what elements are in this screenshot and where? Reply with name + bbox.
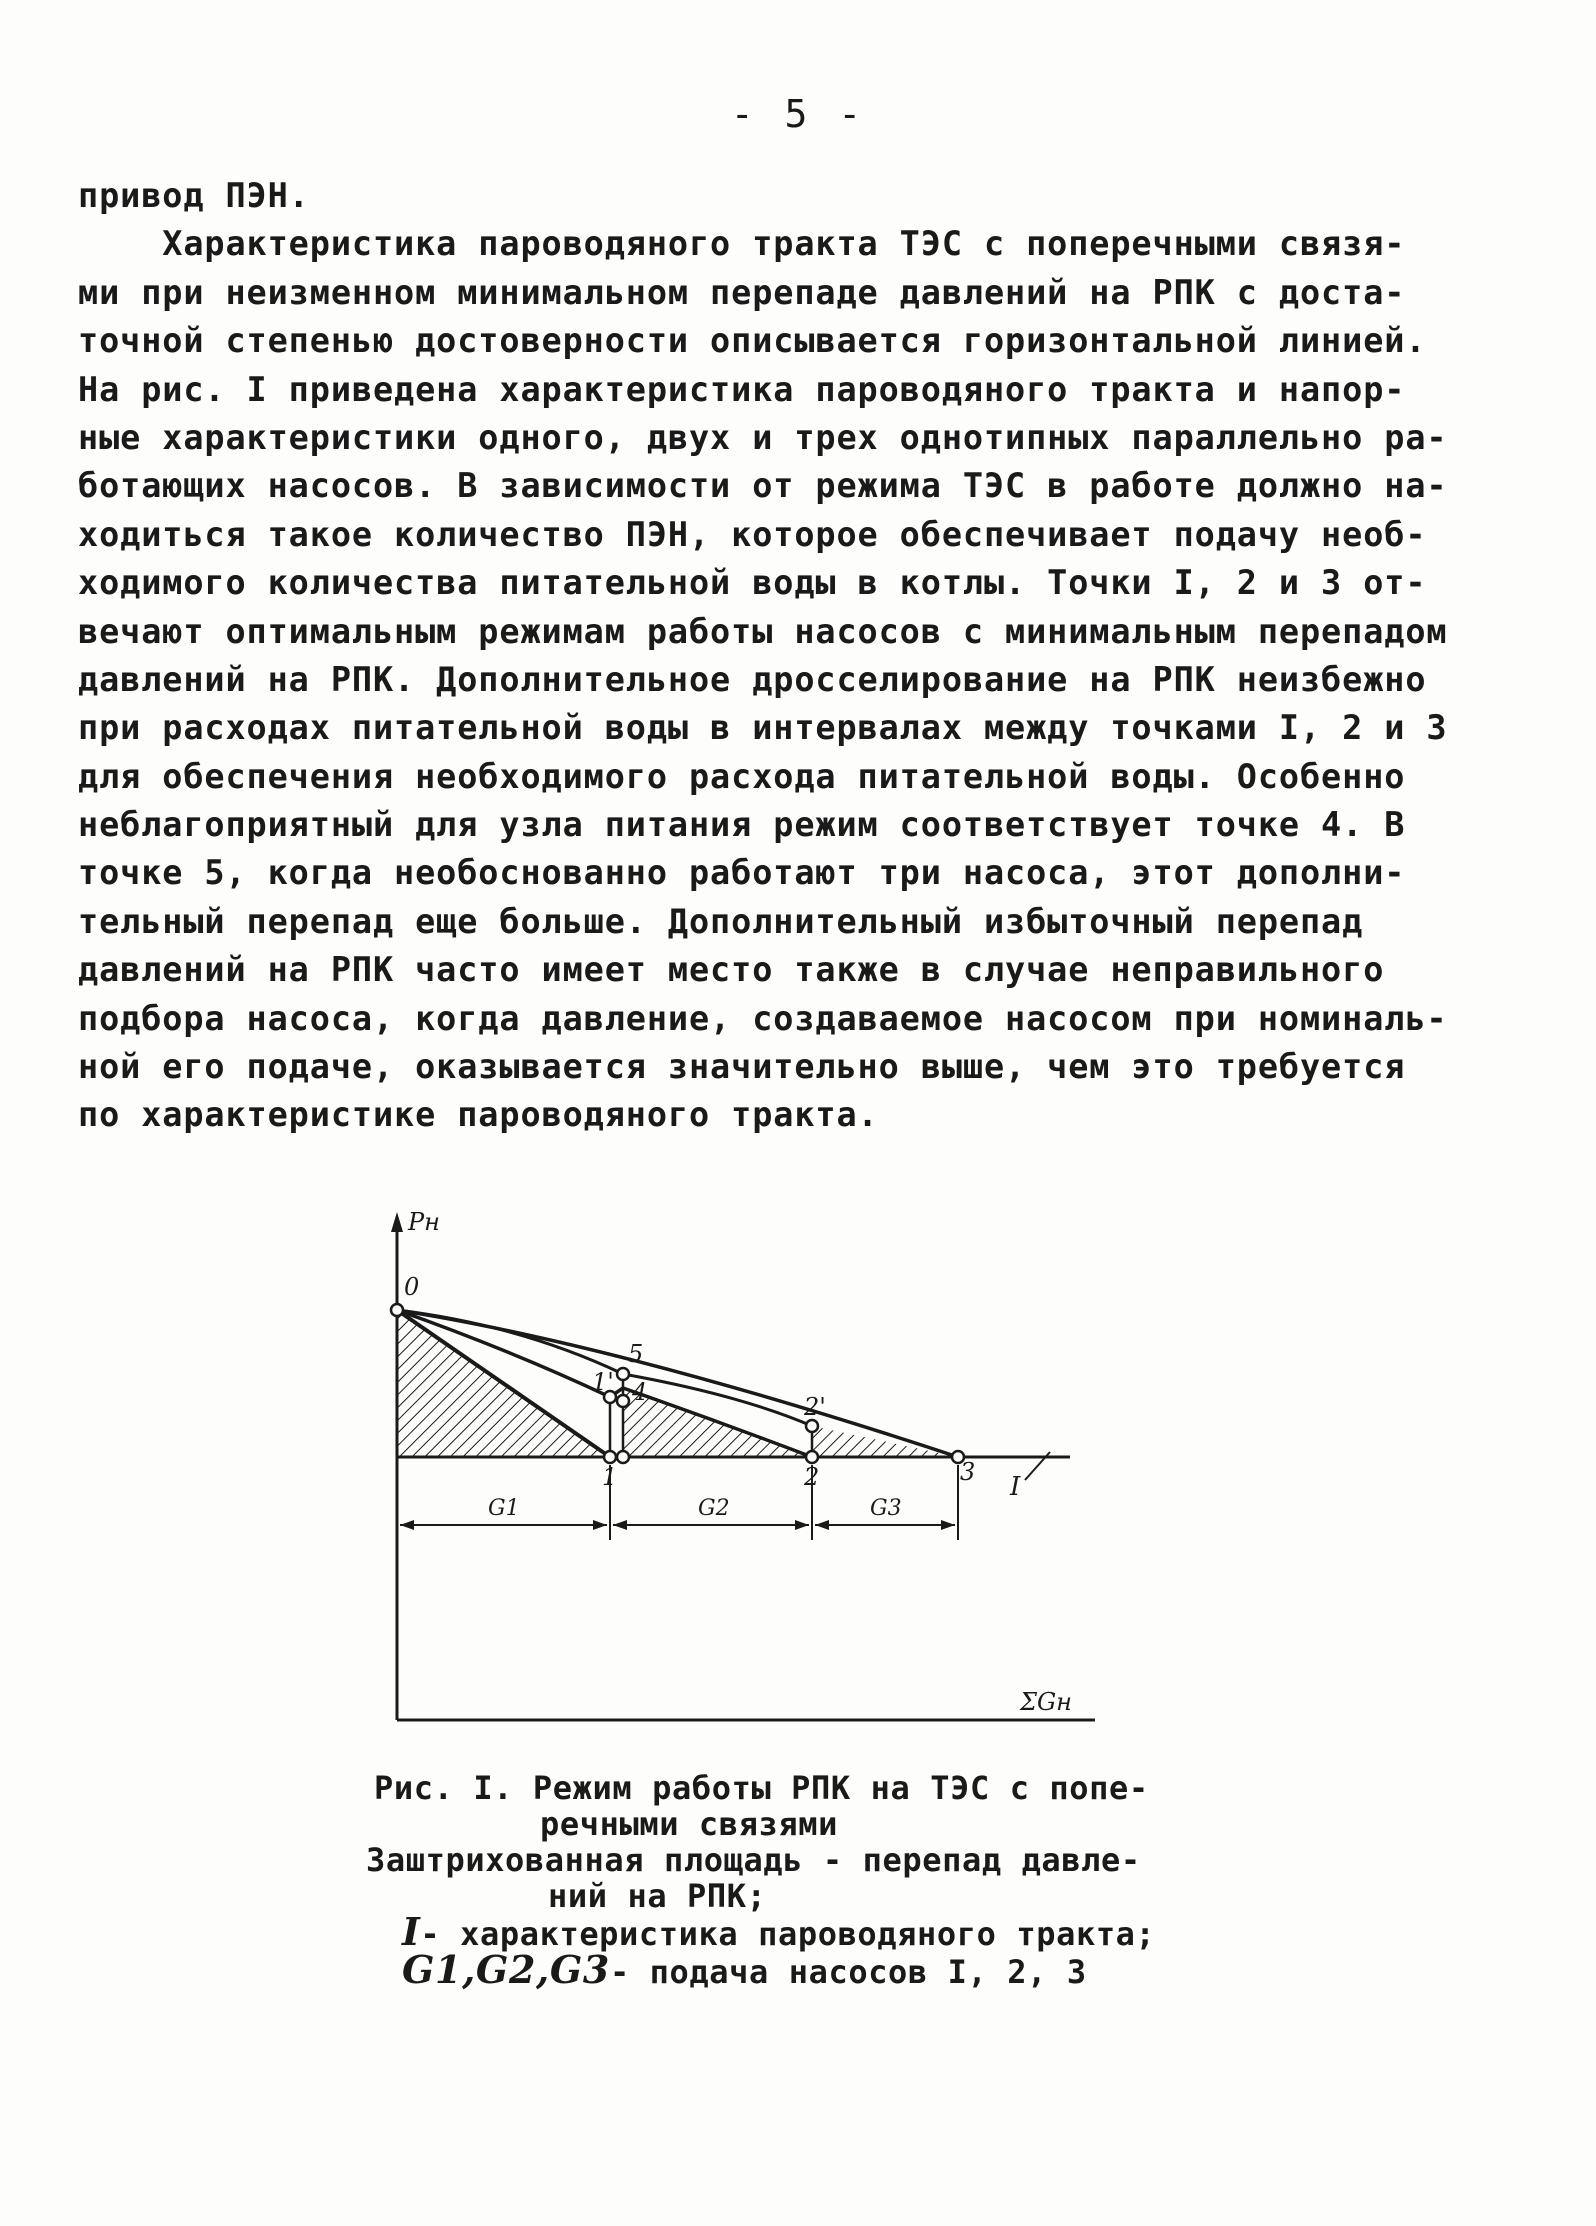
point-1b [617,1451,629,1463]
caption-line-1: Рис. I. Режим работы РПК на ТЭС с попе- [374,1769,1149,1807]
figure-1 [360,1190,1120,1750]
text-line: давлений на РПК. Дополнительное дросселирование на РПК неизбежно [78,659,1427,699]
text-line: при расходах питательной воды в интервалах между точками I, 2 и 3 [78,708,1448,748]
text-line: подбора насоса, когда давление, создаваемое насосом при номиналь- [78,998,1448,1038]
label-2-prime: 2' [804,1393,826,1421]
label-G2: G2 [698,1496,730,1521]
arrow-G1-left [400,1520,414,1530]
text-line: ной его подаче, оказывается значительно выше, чем это требуется [78,1047,1406,1087]
point-4 [617,1395,629,1407]
point-5 [617,1368,629,1380]
label-5: 5 [628,1340,644,1368]
label-0: 0 [404,1273,420,1301]
caption-line-2: речными связями [540,1805,838,1843]
figure-caption [300,1770,1200,1990]
text-line: привод ПЭН. [78,176,310,215]
text-line: тельный перепад еще больше. Дополнительный избыточный перепад [78,901,1364,941]
x-axis-label: ΣGн [1020,1688,1072,1716]
label-4: 4 [632,1378,648,1406]
text-line: ходиться такое количество ПЭН, которое обеспечивает подачу необ- [78,514,1427,554]
text-line: ные характеристики одного, двух и трех однотипных параллельно ра- [78,417,1448,457]
point-2-prime [806,1420,818,1432]
y-axis-arrow [391,1212,403,1232]
caption-symbols-G: G1,G2,G3 [402,1947,610,1992]
page-number: - 5 - [730,92,866,136]
label-G3: G3 [870,1496,902,1521]
text-line: ботающих насосов. В зависимости от режима ТЭС в работе должно на- [78,466,1448,506]
caption-line-6-text: - подача насосов I, 2, 3 [609,1953,1087,1991]
hatched-area-3 [812,1426,958,1457]
point-0 [391,1304,403,1316]
text-line: На рис. I приведена характеристика пароводяного тракта и напор- [78,369,1406,409]
text-line: ми при неизменном минимальном перепаде давлений на РПК с доста- [78,272,1406,312]
body-text [78,172,1448,1140]
label-I: I [1010,1472,1021,1502]
text-line: точной степенью достоверности описывается горизонтальной линией. [78,321,1427,361]
label-1: 1 [602,1463,618,1491]
label-2: 2 [804,1463,820,1491]
text-line: для обеспечения необходимого расхода питательной воды. Особенно [78,756,1406,796]
caption-line-6 [300,1947,1200,1992]
text-line: Характеристика пароводяного тракта ТЭС с поперечными связя- [78,224,1406,264]
label-G1: G1 [488,1496,520,1521]
text-line: неблагоприятный для узла питания режим соответствует точке 4. В [78,805,1406,845]
pump-characteristics-diagram [360,1190,1120,1750]
caption-line-5-text: - характеристика пароводяного тракта; [420,1915,1156,1953]
arrow-G3-left [815,1520,829,1530]
text-line: давлений на РПК часто имеет место также в случае неправильного [78,950,1385,990]
arrow-G1-right [593,1520,607,1530]
arrow-G2-left [613,1520,627,1530]
point-2 [806,1451,818,1463]
arrow-G3-right [941,1520,955,1530]
caption-symbol-I: I [402,1909,421,1954]
text-line: по характеристике пароводяного тракта. [78,1095,879,1135]
label-3: 3 [960,1458,976,1486]
y-axis-label: Pн [408,1208,440,1236]
text-line: вечают оптимальным режимам работы насосов с минимальным перепадом [78,611,1448,651]
text-line: точке 5, когда необоснованно работают три насоса, этот дополни- [78,853,1406,893]
label-1-prime: 1' [592,1368,614,1396]
arrow-G2-right [795,1520,809,1530]
point-1 [604,1451,616,1463]
caption-line-4: ний на РПК; [548,1877,767,1915]
caption-line-3: Заштрихованная площадь - перепад давле- [366,1841,1141,1879]
text-line: ходимого количества питательной воды в котлы. Точки I, 2 и 3 от- [78,563,1427,603]
